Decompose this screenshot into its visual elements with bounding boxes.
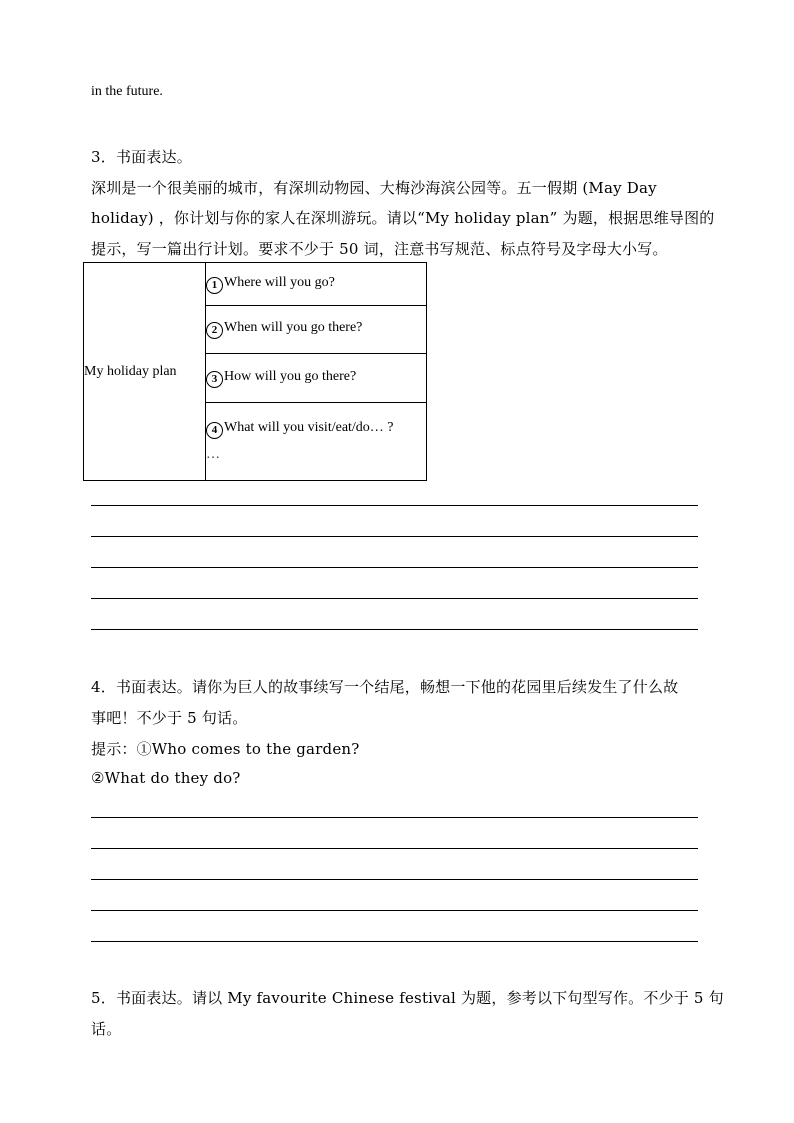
circled-number-2: 2 — [206, 322, 223, 339]
q5-prompt-line-1: 5．书面表达。请以 My favourite Chinese festival 为题，参考以下句型写作。不少于 5 句 — [91, 989, 724, 1007]
writing-line[interactable] — [91, 941, 698, 942]
question-cell-1 — [206, 263, 427, 306]
writing-line[interactable] — [91, 910, 698, 911]
topic-cell — [84, 263, 206, 481]
writing-line[interactable] — [91, 598, 698, 599]
mind-map-table — [83, 262, 427, 481]
q4-prompt-line-1: 4．书面表达。请你为巨人的故事续写一个结尾，畅想一下他的花园里后续发生了什么故 — [91, 678, 679, 696]
q4-hint-2: ②What do they do? — [91, 769, 241, 787]
writing-line[interactable] — [91, 536, 698, 537]
writing-line[interactable] — [91, 629, 698, 630]
question-cell-3 — [206, 354, 427, 402]
circled-number-1: 1 — [206, 277, 223, 294]
question-text-2: When will you go there? — [224, 320, 363, 336]
circled-number-3: 3 — [206, 371, 223, 388]
question-cell-2 — [206, 306, 427, 354]
q5-prompt-line-2: 话。 — [91, 1020, 122, 1038]
question-text-4: What will you visit/eat/do… ? — [224, 419, 394, 435]
writing-line[interactable] — [91, 848, 698, 849]
q4-prompt-line-2: 事吧！不少于 5 句话。 — [91, 709, 248, 727]
question-cell-4 — [206, 402, 427, 480]
q3-heading: 3．书面表达。 — [91, 148, 192, 166]
writing-line[interactable] — [91, 817, 698, 818]
q3-prompt-line-1: 深圳是一个很美丽的城市，有深圳动物园、大梅沙海滨公园等。五一假期 (May Day — [91, 179, 657, 197]
question-text-3: How will you go there? — [224, 368, 357, 384]
q4-hint-1: 提示：①Who comes to the garden? — [91, 740, 360, 758]
continued-text: in the future. — [91, 84, 163, 99]
topic-label: My holiday plan — [84, 363, 177, 379]
ellipsis-text: … — [206, 446, 221, 462]
writing-line[interactable] — [91, 505, 698, 506]
question-text-1: Where will you go? — [224, 274, 335, 290]
q3-prompt-line-2: holiday) ，你计划与你的家人在深圳游玩。请以“My holiday plan” 为题，根据思维导图的 — [91, 209, 715, 227]
circled-number-4: 4 — [206, 422, 223, 439]
writing-line[interactable] — [91, 567, 698, 568]
writing-line[interactable] — [91, 879, 698, 880]
q3-prompt-line-3: 提示，写一篇出行计划。要求不少于 50 词，注意书写规范、标点符号及字母大小写。 — [91, 240, 668, 258]
